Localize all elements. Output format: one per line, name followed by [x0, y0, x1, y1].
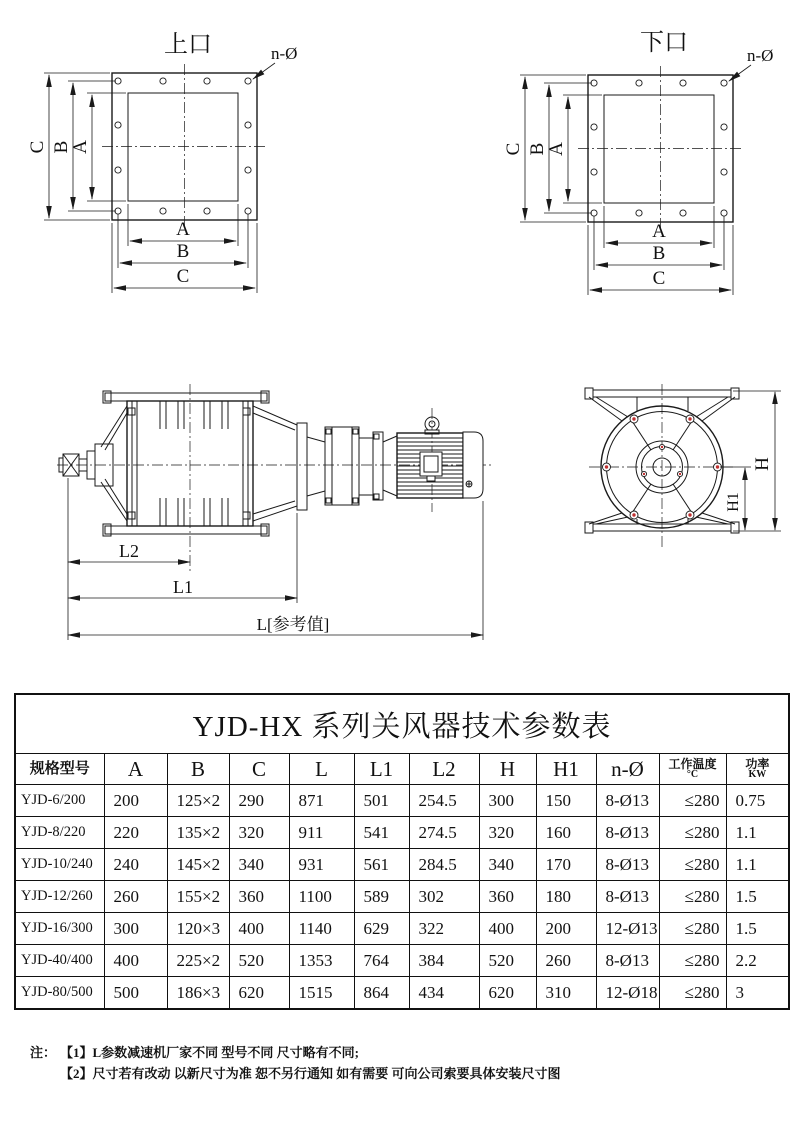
table-row — [15, 977, 789, 1010]
dim-label-a: A — [176, 219, 190, 240]
value-cell: 220 — [104, 817, 167, 849]
value-cell: 120×3 — [167, 913, 229, 945]
value-cell: 150 — [536, 785, 596, 817]
col-header-a: A — [104, 754, 167, 785]
value-cell: 225×2 — [167, 945, 229, 977]
value-cell: 3 — [726, 977, 789, 1010]
col-header-l2: L2 — [409, 754, 479, 785]
table-title-row — [15, 694, 789, 754]
value-cell: ≤280 — [659, 977, 726, 1010]
right-end-cone — [253, 406, 307, 521]
value-cell: 1515 — [289, 977, 354, 1010]
col-header-h1: H1 — [536, 754, 596, 785]
value-cell: 500 — [104, 977, 167, 1010]
value-cell: 12-Ø13 — [596, 913, 659, 945]
model-cell: YJD-40/400 — [15, 945, 104, 977]
dim-label-b: B — [527, 142, 548, 156]
value-cell: 300 — [479, 785, 536, 817]
value-cell: ≤280 — [659, 945, 726, 977]
model-cell: YJD-8/220 — [15, 817, 104, 849]
value-cell: ≤280 — [659, 913, 726, 945]
spec-table-body — [15, 785, 789, 1010]
value-cell: 871 — [289, 785, 354, 817]
value-cell: 310 — [536, 977, 596, 1010]
table-row — [15, 785, 789, 817]
view-title: 下口 — [640, 30, 688, 56]
model-cell: YJD-80/500 — [15, 977, 104, 1010]
fan-cover — [463, 432, 483, 498]
value-cell: 170 — [536, 849, 596, 881]
model-cell: YJD-12/260 — [15, 881, 104, 913]
table-row — [15, 849, 789, 881]
side-view-drawing — [55, 380, 535, 650]
col-header-power: 功率 KW — [726, 754, 789, 785]
motor — [397, 417, 483, 498]
col-header-b: B — [167, 754, 229, 785]
value-cell: 200 — [536, 913, 596, 945]
value-cell: 764 — [354, 945, 409, 977]
left-end-cone — [59, 406, 127, 521]
col-header-c: C — [229, 754, 289, 785]
value-cell: 1.5 — [726, 881, 789, 913]
value-cell: 290 — [229, 785, 289, 817]
value-cell: 125×2 — [167, 785, 229, 817]
dim-label-b: B — [176, 241, 190, 262]
value-cell: 240 — [104, 849, 167, 881]
value-cell: ≤280 — [659, 849, 726, 881]
col-header-l: L — [289, 754, 354, 785]
value-cell: 864 — [354, 977, 409, 1010]
dim-label-l2: L2 — [119, 541, 139, 561]
table-title: YJD-HX 系列关风器技术参数表 — [15, 694, 789, 754]
value-cell: 1.1 — [726, 849, 789, 881]
gear-reducer — [307, 427, 397, 505]
dim-label-l1: L1 — [173, 577, 193, 597]
value-cell: ≤280 — [659, 785, 726, 817]
value-cell: 561 — [354, 849, 409, 881]
col-header-l1: L1 — [354, 754, 409, 785]
value-cell: 931 — [289, 849, 354, 881]
notes — [30, 1042, 561, 1084]
view-title: 上口 — [164, 32, 212, 58]
dim-label-a: A — [546, 142, 567, 156]
value-cell: 260 — [104, 881, 167, 913]
value-cell: 1.5 — [726, 913, 789, 945]
table-row — [15, 817, 789, 849]
bolt-holes — [591, 80, 727, 216]
value-cell: 320 — [479, 817, 536, 849]
dim-label-l: L[参考值] — [256, 615, 330, 634]
dim-label-h: H — [752, 457, 773, 471]
notes-prefix: 注： — [30, 1045, 57, 1060]
col-header-model: 规格型号 — [15, 754, 104, 785]
bolt-count-label: n-Ø — [747, 46, 774, 65]
note-line-2: 【2】尺寸若有改动 以新尺寸为准 恕不另行通知 如有需要 可向公司索要具体安装尺寸图 — [60, 1066, 561, 1081]
dim-label-c: C — [503, 142, 524, 156]
dim-label-b: B — [652, 243, 666, 264]
dim-label-c: C — [652, 268, 666, 289]
value-cell: 254.5 — [409, 785, 479, 817]
value-cell: 340 — [479, 849, 536, 881]
value-cell: 434 — [409, 977, 479, 1010]
table-header-row — [15, 754, 789, 785]
table-row — [15, 881, 789, 913]
value-cell: 620 — [479, 977, 536, 1010]
value-cell: 284.5 — [409, 849, 479, 881]
value-cell: 12-Ø18 — [596, 977, 659, 1010]
value-cell: 384 — [409, 945, 479, 977]
value-cell: 400 — [104, 945, 167, 977]
value-cell: 501 — [354, 785, 409, 817]
value-cell: 1140 — [289, 913, 354, 945]
bolt-count-label: n-Ø — [271, 44, 298, 63]
value-cell: 520 — [479, 945, 536, 977]
top-opening-flange-drawing — [27, 18, 310, 313]
value-cell: 629 — [354, 913, 409, 945]
value-cell: 260 — [536, 945, 596, 977]
value-cell: 911 — [289, 817, 354, 849]
col-header-h: H — [479, 754, 536, 785]
value-cell: 8-Ø13 — [596, 849, 659, 881]
dim-label-c: C — [27, 140, 48, 154]
value-cell: ≤280 — [659, 881, 726, 913]
dim-label-a: A — [70, 140, 91, 154]
model-cell: YJD-16/300 — [15, 913, 104, 945]
end-view-drawing — [573, 378, 793, 563]
dim-label-b: B — [51, 140, 72, 154]
value-cell: 274.5 — [409, 817, 479, 849]
value-cell: 0.75 — [726, 785, 789, 817]
value-cell: 520 — [229, 945, 289, 977]
value-cell: 322 — [409, 913, 479, 945]
value-cell: 1353 — [289, 945, 354, 977]
value-cell: 2.2 — [726, 945, 789, 977]
bolt-holes — [115, 78, 251, 214]
value-cell: 302 — [409, 881, 479, 913]
value-cell: 186×3 — [167, 977, 229, 1010]
value-cell: 8-Ø13 — [596, 817, 659, 849]
model-cell: YJD-10/240 — [15, 849, 104, 881]
col-header-temp: 工作温度 °C — [659, 754, 726, 785]
value-cell: 8-Ø13 — [596, 945, 659, 977]
value-cell: 620 — [229, 977, 289, 1010]
value-cell: 1.1 — [726, 817, 789, 849]
value-cell: 160 — [536, 817, 596, 849]
bottom-opening-flange-drawing — [503, 20, 786, 315]
dim-label-h1: H1 — [725, 492, 742, 512]
value-cell: 145×2 — [167, 849, 229, 881]
table-row — [15, 913, 789, 945]
value-cell: 360 — [229, 881, 289, 913]
dim-label-c: C — [176, 266, 190, 287]
value-cell: ≤280 — [659, 817, 726, 849]
value-cell: 8-Ø13 — [596, 785, 659, 817]
value-cell: 340 — [229, 849, 289, 881]
value-cell: 1100 — [289, 881, 354, 913]
table-row — [15, 945, 789, 977]
value-cell: 589 — [354, 881, 409, 913]
dim-label-a: A — [652, 221, 666, 242]
value-cell: 135×2 — [167, 817, 229, 849]
value-cell: 180 — [536, 881, 596, 913]
value-cell: 8-Ø13 — [596, 881, 659, 913]
spec-table — [14, 693, 790, 1010]
neck-lines — [160, 401, 228, 526]
value-cell: 155×2 — [167, 881, 229, 913]
col-header-bolts: n-Ø — [596, 754, 659, 785]
value-cell: 360 — [479, 881, 536, 913]
value-cell: 300 — [104, 913, 167, 945]
value-cell: 541 — [354, 817, 409, 849]
model-cell: YJD-6/200 — [15, 785, 104, 817]
value-cell: 320 — [229, 817, 289, 849]
note-line-1: 【1】L参数减速机厂家不同 型号不同 尺寸略有不同; — [60, 1045, 360, 1060]
value-cell: 400 — [479, 913, 536, 945]
value-cell: 400 — [229, 913, 289, 945]
value-cell: 200 — [104, 785, 167, 817]
